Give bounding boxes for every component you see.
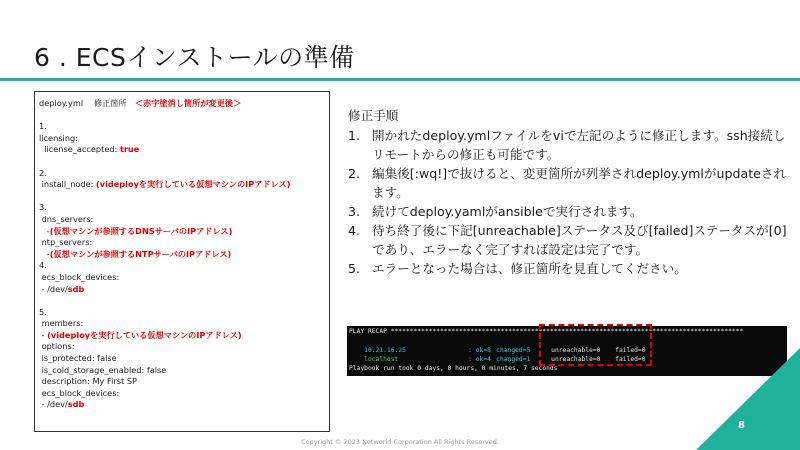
playbook-duration-line: Playbook run took 0 days, 0 hours, 0 minutes, 7 seconds — [349, 365, 558, 372]
code-text: dns_servers: — [39, 213, 94, 224]
terminal-unreachable: unreachable=0 — [551, 356, 601, 363]
step-number: 4. — [348, 223, 361, 238]
status-highlight-box — [539, 324, 652, 366]
step-item — [348, 259, 788, 278]
page-number: 8 — [738, 420, 745, 431]
code-text: options: — [39, 341, 75, 352]
code-line — [39, 110, 329, 122]
code-text: 4. — [39, 260, 47, 271]
code-line — [39, 399, 329, 411]
code-highlight-text: true — [119, 144, 140, 155]
code-text: license_accepted: — [39, 144, 120, 155]
step-number: 2. — [348, 166, 361, 181]
code-highlight-text: (videployを実行している仮想マシンのIPアドレス) — [47, 329, 242, 340]
code-line — [39, 318, 329, 330]
code-highlight-text: (仮想マシンが参照するDNSサーバのIPアドレス) — [49, 225, 233, 236]
terminal-ok: : ok=8 — [468, 347, 491, 354]
code-line — [39, 295, 329, 307]
code-line — [39, 214, 329, 226]
code-line — [39, 98, 329, 110]
terminal-failed: failed=0 — [615, 347, 646, 354]
step-text: 編集後[:wq!]で抜けると、変更箇所が列挙されdeploy.ymlがupdateされます。 — [372, 166, 787, 200]
code-text: - /dev/ — [39, 283, 68, 294]
code-line — [39, 284, 329, 296]
step-number: 5. — [348, 261, 361, 276]
code-text: - — [39, 225, 50, 236]
code-line — [39, 121, 329, 133]
terminal-failed: failed=0 — [615, 356, 646, 363]
terminal-host: localhost — [364, 356, 399, 363]
steps-list — [348, 126, 788, 278]
play-recap-line: PLAY RECAP ********************************************************************************************* — [349, 328, 744, 335]
code-text: - — [39, 329, 48, 340]
code-text: 3. — [39, 202, 47, 213]
code-line — [39, 353, 329, 365]
code-text: is_protected: false — [39, 353, 117, 364]
code-text: description: My First SP — [39, 376, 137, 387]
code-highlight-text: (仮想マシンが参照するNTPサーバのIPアドレス) — [49, 248, 232, 259]
code-line — [39, 156, 329, 168]
code-text: members: — [39, 318, 84, 329]
deploy-yml-code-box — [34, 91, 330, 432]
code-highlight-text: (videployを実行している仮想マシンのIPアドレス) — [96, 179, 291, 190]
step-number: 3. — [348, 204, 361, 219]
code-line — [39, 341, 329, 353]
step-text: 待ち終了後に下記[unreachable]ステータス及び[failed]ステータスが[0]であり、エラーなく完了すれば設定は完了です。 — [372, 223, 787, 257]
code-text: ntp_servers: — [39, 237, 93, 248]
code-line — [39, 330, 329, 342]
terminal-changed: changed=1 — [496, 356, 531, 363]
copyright-footer: Copyright © 2023 Networld Corporation All Rights Reserved. — [301, 438, 499, 446]
code-line — [39, 202, 329, 214]
procedure-steps — [348, 106, 788, 278]
code-line — [39, 179, 329, 191]
step-text: 続けてdeploy.yamlがansibleで実行されます。 — [372, 204, 643, 219]
title-underline — [0, 78, 800, 81]
step-text: 開かれたdeploy.ymlファイルをviで左記のように修正します。ssh接続しリモートからの修正も可能です。 — [372, 128, 786, 162]
page-title: 6 . ECSインストールの準備 — [34, 43, 355, 72]
code-line — [39, 168, 329, 180]
code-line — [39, 307, 329, 319]
code-line — [39, 272, 329, 284]
code-line — [39, 226, 329, 238]
step-item — [348, 221, 788, 259]
code-line — [39, 133, 329, 145]
step-item — [348, 126, 788, 164]
code-text: - /dev/ — [39, 399, 68, 410]
step-number: 1. — [348, 128, 361, 143]
code-line — [39, 365, 329, 377]
code-highlight-text: sdb — [67, 283, 85, 294]
code-text: install_node: — [39, 179, 96, 190]
code-line — [39, 144, 329, 156]
code-text: 2. — [39, 167, 47, 178]
code-text: ecs_block_devices: — [39, 387, 120, 398]
step-text: エラーとなった場合は、修正箇所を見直してください。 — [372, 261, 687, 276]
code-text: ecs_block_devices: — [39, 271, 120, 282]
code-line — [39, 260, 329, 272]
corner-triangle — [696, 348, 800, 450]
code-line — [39, 376, 329, 388]
code-line — [39, 388, 329, 400]
code-text: 5. — [39, 306, 47, 317]
step-item — [348, 202, 788, 221]
code-text: - — [39, 248, 50, 259]
code-highlight-text: ＜赤字塗消し箇所が変更後＞ — [134, 98, 242, 108]
terminal-changed: changed=5 — [496, 347, 531, 354]
code-text: is_cold_storage_enabled: false — [39, 364, 167, 375]
code-text: 1. — [39, 121, 47, 132]
code-text: deploy.yml 修正箇所 — [39, 98, 135, 108]
steps-heading: 修正手順 — [348, 108, 399, 123]
terminal-host: 10.21.16.25 — [364, 347, 406, 354]
code-line — [39, 191, 329, 203]
code-line — [39, 237, 329, 249]
code-line — [39, 249, 329, 261]
terminal-ok: : ok=4 — [468, 356, 491, 363]
step-item — [348, 164, 788, 202]
code-highlight-text: sdb — [67, 399, 85, 410]
terminal-unreachable: unreachable=0 — [551, 347, 601, 354]
code-text: licensing: — [39, 132, 78, 143]
